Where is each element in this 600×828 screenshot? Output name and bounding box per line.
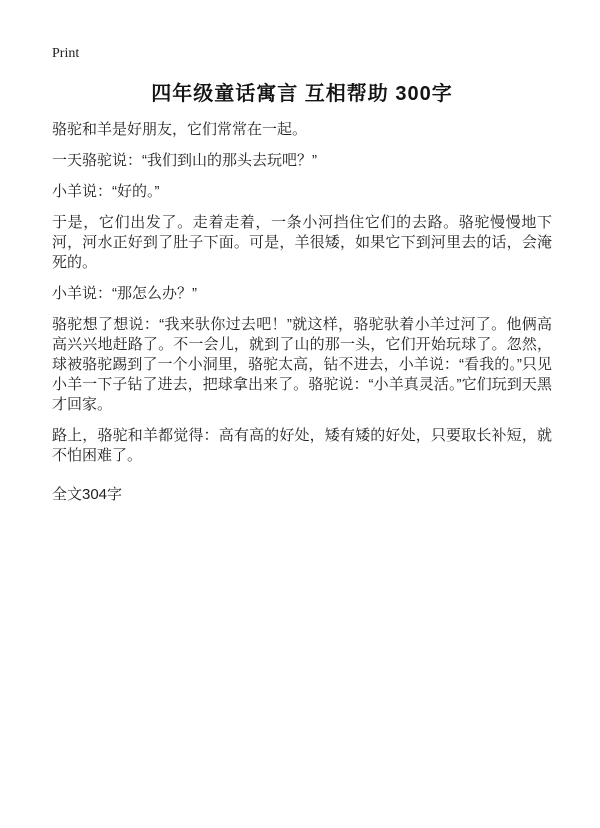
word-count: 全文304字 xyxy=(52,486,123,503)
story-paragraph: 骆驼想了想说：“我来驮你过去吧！”就这样，骆驼驮着小羊过河了。他俩高高兴兴地赶路了。不一会儿，就到了山的那一头，它们开始玩球了。忽然，球被骆驼踢到了一个小洞里，骆驼太高，钻不进去，小羊说：“看我的。”只见小羊一下子钻了进去，把球拿出来了。骆驼说：“小羊真灵活。”它们玩到天黑才回家。 xyxy=(52,316,552,413)
page-title: 四年级童话寓言 互相帮助 300字 xyxy=(151,83,453,105)
story-paragraph: 小羊说：“好的。” xyxy=(52,183,160,200)
print-link[interactable]: Print xyxy=(52,46,80,61)
story-paragraph: 骆驼和羊是好朋友，它们常常在一起。 xyxy=(52,121,308,138)
story-body xyxy=(52,120,552,466)
story-paragraph: 小羊说：“那怎么办？” xyxy=(52,285,197,302)
story-paragraph: 路上，骆驼和羊都觉得：高有高的好处，矮有矮的好处，只要取长补短，就不怕困难了。 xyxy=(52,427,552,464)
story-paragraph: 于是，它们出发了。走着走着，一条小河挡住它们的去路。骆驼慢慢地下河，河水正好到了肚子下面。可是，羊很矮，如果它下到河里去的话，会淹死的。 xyxy=(52,214,552,271)
story-paragraph: 一天骆驼说：“我们到山的那头去玩吧？” xyxy=(52,152,317,169)
